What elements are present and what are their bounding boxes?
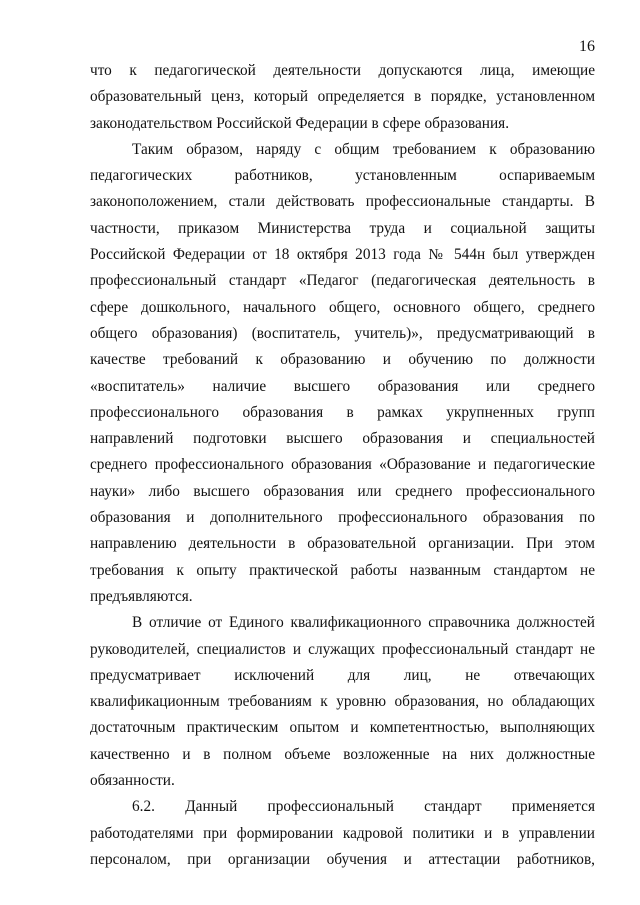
text-line: частности, приказом Министерства труда и социальной защиты [90, 219, 595, 237]
text-line: направлению деятельности в образовательной организации. При этом [90, 535, 595, 553]
text-line: квалификационным требованиям к уровню образования, но обладающих [90, 693, 595, 711]
text-line: «воспитатель» наличие высшего образования или среднего [90, 377, 595, 395]
text-line: среднего профессионального образования «Образование и педагогические [90, 456, 595, 474]
text-line: образования и дополнительного профессионального образования по [90, 509, 595, 527]
text-line: персоналом, при организации обучения и аттестации работников, [90, 850, 595, 868]
text-line: достаточным практическим опытом и компетентностью, выполняющих [90, 719, 595, 737]
text-line: общего образования) (воспитатель, учитель)», предусматривающий в [90, 324, 595, 342]
text-line: обязанности. [90, 772, 175, 790]
text-line: предусматривает исключений для лиц, не отвечающих [90, 666, 595, 684]
text-line: направлений подготовки высшего образования и специальностей [90, 430, 595, 448]
text-line: руководителей, специалистов и служащих профессиональный стандарт не [90, 640, 595, 658]
text-line: качественно и в полном объеме возложенные на них должностные [90, 745, 595, 763]
text-line: сфере дошкольного, начального общего, основного общего, среднего [90, 298, 595, 316]
document-body [90, 58, 595, 873]
text-line: Российской Федерации от 18 октября 2013 года № 544н был утвержден [90, 246, 595, 264]
text-line: профессионального образования в рамках укрупненных групп [90, 403, 595, 421]
text-line: качестве требований к образованию и обучению по должности [90, 351, 595, 369]
text-line: что к педагогической деятельности допускаются лица, имеющие [90, 62, 595, 79]
text-line: 6.2. Данный профессиональный стандарт применяется [132, 798, 595, 816]
text-line: законодательством Российской Федерации в сфере образования. [90, 114, 510, 132]
text-line: требования к опыту практической работы названным стандартом не [90, 561, 595, 579]
text-line: В отличие от Единого квалификационного справочника должностей [132, 614, 595, 632]
text-line: предъявляются. [90, 587, 193, 605]
text-line: образовательный ценз, который определяется в порядке, установленном [90, 88, 595, 106]
text-line: законоположением, стали действовать профессиональные стандарты. В [90, 193, 595, 211]
text-line: науки» либо высшего образования или среднего профессионального [90, 482, 595, 500]
text-line: профессиональный стандарт «Педагог (педагогическая деятельность в [90, 272, 595, 290]
page-number: 16 [579, 38, 595, 55]
text-line: педагогических работников, установленным оспариваемым [90, 167, 595, 185]
text-line: работодателями при формировании кадровой политики и в управлении [90, 824, 595, 842]
text-line: Таким образом, наряду с общим требованием к образованию [132, 140, 595, 158]
